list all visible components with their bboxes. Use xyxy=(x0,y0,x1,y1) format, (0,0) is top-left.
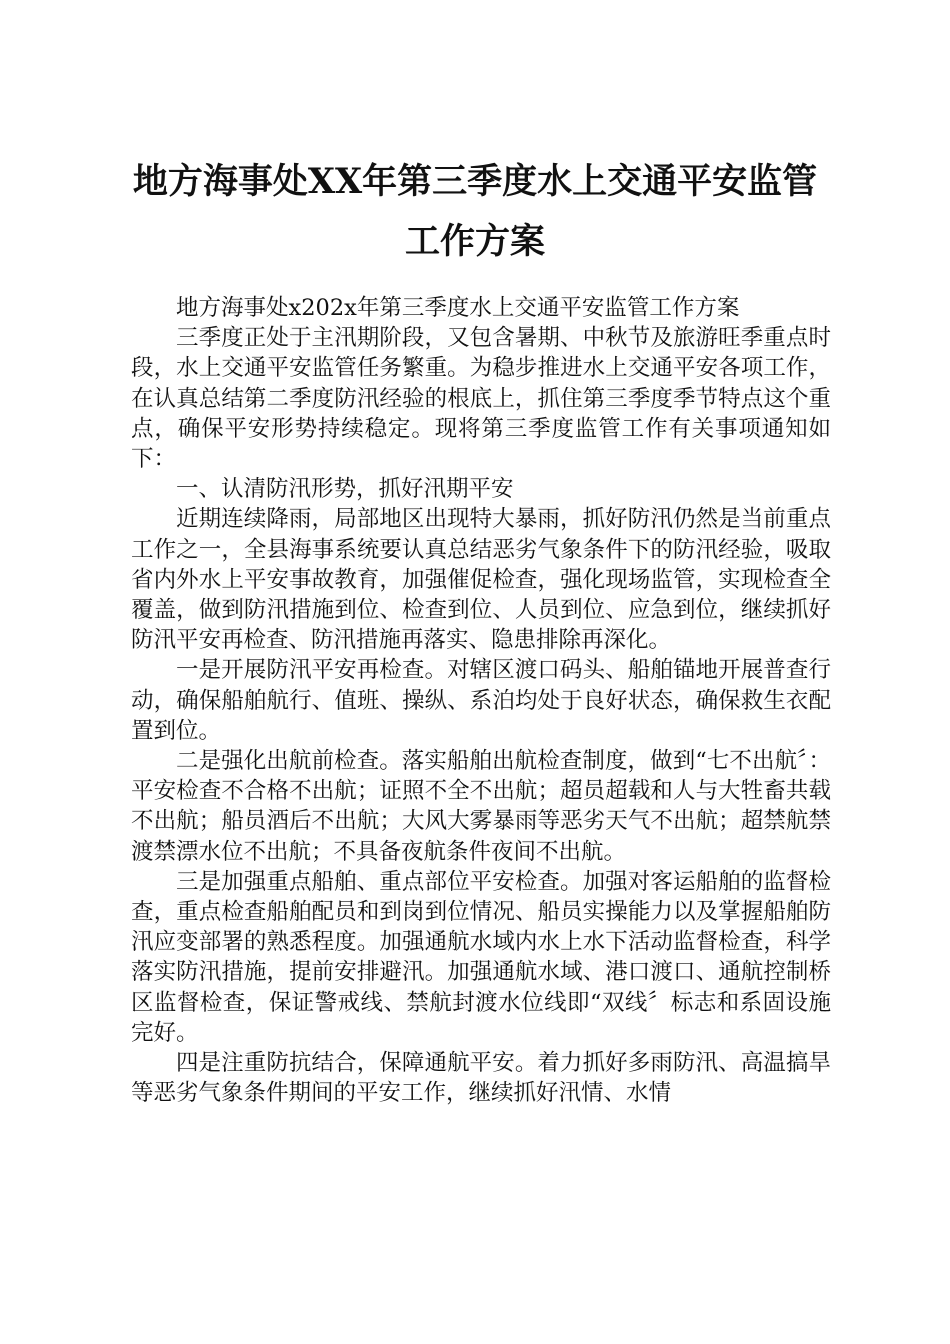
paragraph-item-3: 三是加强重点船舶、重点部位平安检查。加强对客运船舶的监督检查，重点检查船舶配员和到岗到位情况、船员实操能力以及掌握船舶防汛应变部署的熟悉程度。加强通航水域内水上水下活动监督检查，科学落实防汛措施，提前安排避汛。加强通航水域、港口渡口、通航控制桥区监督检查，保证警戒线、禁航封渡水位线即“双线〞标志和系固设施完好。 xyxy=(131,868,831,1046)
section-heading-1: 一、认清防汛形势，抓好汛期平安 xyxy=(176,476,514,503)
paragraph-section-1: 近期连续降雨，局部地区出现特大暴雨，抓好防汛仍然是当前重点工作之一，全县海事系统要认真总结恶劣气象条件下的防汛经验，吸取省内外水上平安事故教育，加强催促检查，强化现场监管，实现检查全覆盖，做到防汛措施到位、检查到位、人员到位、应急到位，继续抓好防汛平安再检查、防汛措施再落实、隐患排除再深化。 xyxy=(131,506,831,654)
paragraph-intro: 三季度正处于主汛期阶段，又包含暑期、中秋节及旅游旺季重点时段，水上交通平安监管任务繁重。为稳步推进水上交通平安各项工作，在认真总结第二季度防汛经验的根底上，抓住第三季度季节特点这个重点，确保平安形势持续稳定。现将第三季度监管工作有关事项通知如下： xyxy=(131,325,831,473)
document-title-line-1: 地方海事处XX年第三季度水上交通平安监管 xyxy=(132,161,818,202)
paragraph-subtitle: 地方海事处x202x年第三季度水上交通平安监管工作方案 xyxy=(176,295,740,321)
paragraph-item-1: 一是开展防汛平安再检查。对辖区渡口码头、船舶锚地开展普查行动，确保船舶航行、值班、操纵、系泊均处于良好状态，确保救生衣配置到位。 xyxy=(131,657,831,744)
document-body xyxy=(131,293,831,1108)
paragraph-item-4: 四是注重防抗结合，保障通航平安。着力抓好多雨防汛、高温搞旱等恶劣气象条件期间的平安工作，继续抓好汛情、水情 xyxy=(131,1050,831,1107)
paragraph-item-2: 二是强化出航前检查。落实船舶出航检查制度，做到“七不出航〞：平安检查不合格不出航；证照不全不出航；超员超载和人与大牲畜共载不出航；船员酒后不出航；大风大雾暴雨等恶劣天气不出航；超禁航禁渡禁漂水位不出航；不具备夜航条件夜间不出航。 xyxy=(131,748,831,865)
document-title-line-2: 工作方案 xyxy=(404,221,545,262)
